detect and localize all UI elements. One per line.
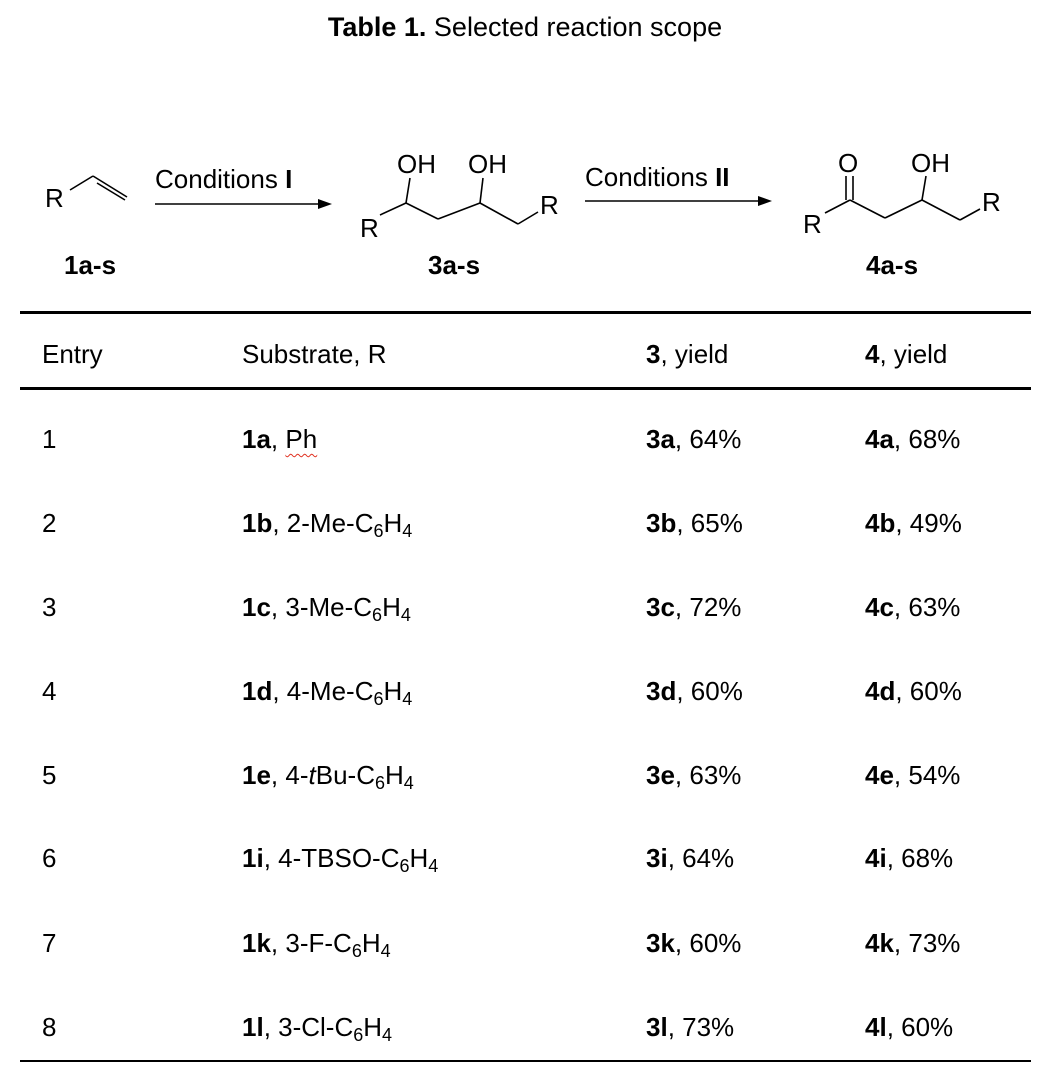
table-row [0,1012,1050,1052]
substrate-id: 1c [242,592,271,622]
yield-4-value: , 63% [893,592,961,622]
product-3-id: 3i [646,843,668,873]
subscript: 6 [353,1025,364,1045]
yield-4-cell [865,760,960,791]
product-3-id: 3c [646,592,675,622]
substrate-sep: , [270,592,286,622]
yield-3-cell [646,928,741,959]
table-row [0,424,1050,464]
yield-3-cell [646,508,743,539]
yield-3-cell [646,843,734,874]
substituent-h: H [382,592,401,622]
substituent: 3-Me-C [285,592,373,622]
substrate-cell [242,592,411,626]
yield-3-value: , 72% [674,592,742,622]
product-label: 4a-s [866,250,919,280]
yield-3-value: , 73% [667,1012,735,1042]
substrate-sep: , [263,843,279,873]
subscript: 4 [382,1025,393,1045]
conditions-2-label [585,162,730,192]
diol-r-right: R [540,190,559,220]
substituent-italic: t [308,760,316,790]
product-oh: OH [911,148,950,178]
header-yield-4-text: , yield [879,339,948,369]
table-header-rule [20,387,1031,390]
entry-number: 4 [42,676,57,706]
substituent: 3-F-C [285,928,352,958]
conditions-1-label [155,164,292,194]
substrate-sep: , [263,1012,279,1042]
diol-label: 3a-s [428,250,481,280]
substituent: Bu-C [315,760,375,790]
arrow-2-head [758,196,772,206]
entry-number: 7 [42,928,57,958]
product-4-id: 4k [865,928,894,958]
entry-number: 3 [42,592,57,622]
subscript: 4 [402,521,413,541]
substrate-id: 1d [242,676,273,706]
yield-3-value: , 65% [676,508,743,538]
yield-4-value: , 60% [895,676,962,706]
substrate-structure [70,176,127,200]
conditions-2-bold: II [715,162,730,192]
header-yield-3-text: , yield [660,339,729,369]
substituent: 3-Cl-C [278,1012,354,1042]
product-4-id: 4c [865,592,894,622]
subscript: 4 [400,605,411,625]
subscript: 6 [399,856,410,876]
substituent-h: H [363,1012,383,1042]
yield-4-value: , 73% [893,928,961,958]
table-title-label: Table 1. [327,12,427,42]
diol-oh-left: OH [397,149,436,179]
substrate-cell [242,760,414,794]
yield-4-cell [865,592,960,623]
substrate-sep: , [272,508,287,538]
substrate-sep: , [270,760,286,790]
header-yield-4-id: 4 [865,339,880,369]
yield-4-cell [865,508,962,539]
substituent: 2-Me-C [286,508,374,538]
substrate-cell [242,928,391,962]
substrate-sep: , [272,676,287,706]
substituent-h: H [383,508,403,538]
product-4-id: 4b [865,508,896,538]
entry-number: 6 [42,843,57,873]
product-3-id: 3b [646,508,677,538]
product-r-left: R [803,209,822,239]
table-top-rule [20,311,1031,314]
substrate-cell [242,843,438,877]
diol-oh-right: OH [468,149,507,179]
substituent: 4-Me-C [286,676,374,706]
entry-number: 8 [42,1012,57,1042]
subscript: 4 [428,856,439,876]
substrate-cell [242,676,412,710]
table-row [0,843,1050,883]
substrate-cell [242,424,317,455]
substituent: 4-TBSO-C [278,843,400,873]
yield-4-cell [865,676,962,707]
header-entry: Entry [42,339,103,369]
substrate-id: 1e [242,760,271,790]
diol-r-left: R [360,213,379,243]
yield-4-value: , 54% [893,760,961,790]
table-row [0,676,1050,716]
subscript: 6 [351,941,362,961]
table-row [0,592,1050,632]
substrate-cell [242,508,412,542]
substituent-prefix: 4- [285,760,309,790]
entry-number: 2 [42,508,57,538]
subscript: 4 [380,941,391,961]
yield-4-value: , 49% [895,508,962,538]
yield-3-cell [646,424,741,455]
product-o-atom: O [838,148,859,178]
arrow-1-head [318,199,332,209]
header-yield-3 [646,339,728,370]
product-3-id: 3k [646,928,675,958]
substrate-id: 1k [242,928,271,958]
diol-structure [380,178,538,224]
substrate-sep: , [270,928,286,958]
conditions-1-text: Conditions [155,164,286,194]
yield-3-value: , 63% [674,760,742,790]
yield-4-cell [865,928,960,959]
product-4-id: 4e [865,760,894,790]
yield-3-cell [646,592,741,623]
conditions-2-text: Conditions [585,162,716,192]
table-row [0,760,1050,800]
yield-3-cell [646,676,743,707]
product-4-id: 4a [865,424,894,454]
table-title-text: Selected reaction scope [426,12,723,42]
product-4-id: 4l [865,1012,887,1042]
subscript: 6 [374,773,385,793]
yield-3-value: , 64% [667,843,735,873]
yield-4-value: , 68% [893,424,961,454]
yield-4-cell [865,424,960,455]
product-4-id: 4d [865,676,896,706]
yield-3-cell [646,760,741,791]
substituent: Ph [285,424,318,454]
substrate-id: 1i [242,843,264,873]
product-4-id: 4i [865,843,887,873]
yield-3-value: , 60% [676,676,743,706]
conditions-1-bold: I [285,164,293,194]
substrate-sep: , [270,424,286,454]
yield-3-value: , 64% [674,424,742,454]
table-header-row [0,339,1050,379]
substrate-cell [242,1012,392,1046]
product-structure [825,176,980,220]
product-3-id: 3a [646,424,675,454]
header-yield-3-id: 3 [646,339,661,369]
product-3-id: 3l [646,1012,668,1042]
subscript: 6 [372,605,383,625]
yield-3-cell [646,1012,734,1043]
substituent-h: H [385,760,404,790]
substrate-id: 1b [242,508,273,538]
substrate-id: 1l [242,1012,264,1042]
header-substrate: Substrate, R [242,339,387,369]
subscript: 4 [402,689,413,709]
substrate-r-atom: R [45,183,64,213]
entry-number: 5 [42,760,57,790]
yield-3-value: , 60% [674,928,742,958]
subscript: 4 [403,773,414,793]
header-yield-4 [865,339,947,370]
yield-4-value: , 68% [886,843,954,873]
substrate-label: 1a-s [64,250,117,280]
product-3-id: 3e [646,760,675,790]
yield-4-cell [865,1012,953,1043]
substituent-h: H [383,676,403,706]
subscript: 6 [373,521,384,541]
yield-4-cell [865,843,953,874]
table-bottom-rule [20,1060,1031,1062]
product-r-right: R [982,187,1001,217]
table-row [0,928,1050,968]
table-row [0,508,1050,548]
substituent-h: H [409,843,429,873]
subscript: 6 [373,689,384,709]
product-3-id: 3d [646,676,677,706]
reaction-scheme [0,0,1050,300]
yield-4-value: , 60% [886,1012,954,1042]
entry-number: 1 [42,424,57,454]
substrate-id: 1a [242,424,271,454]
substituent-h: H [361,928,381,958]
